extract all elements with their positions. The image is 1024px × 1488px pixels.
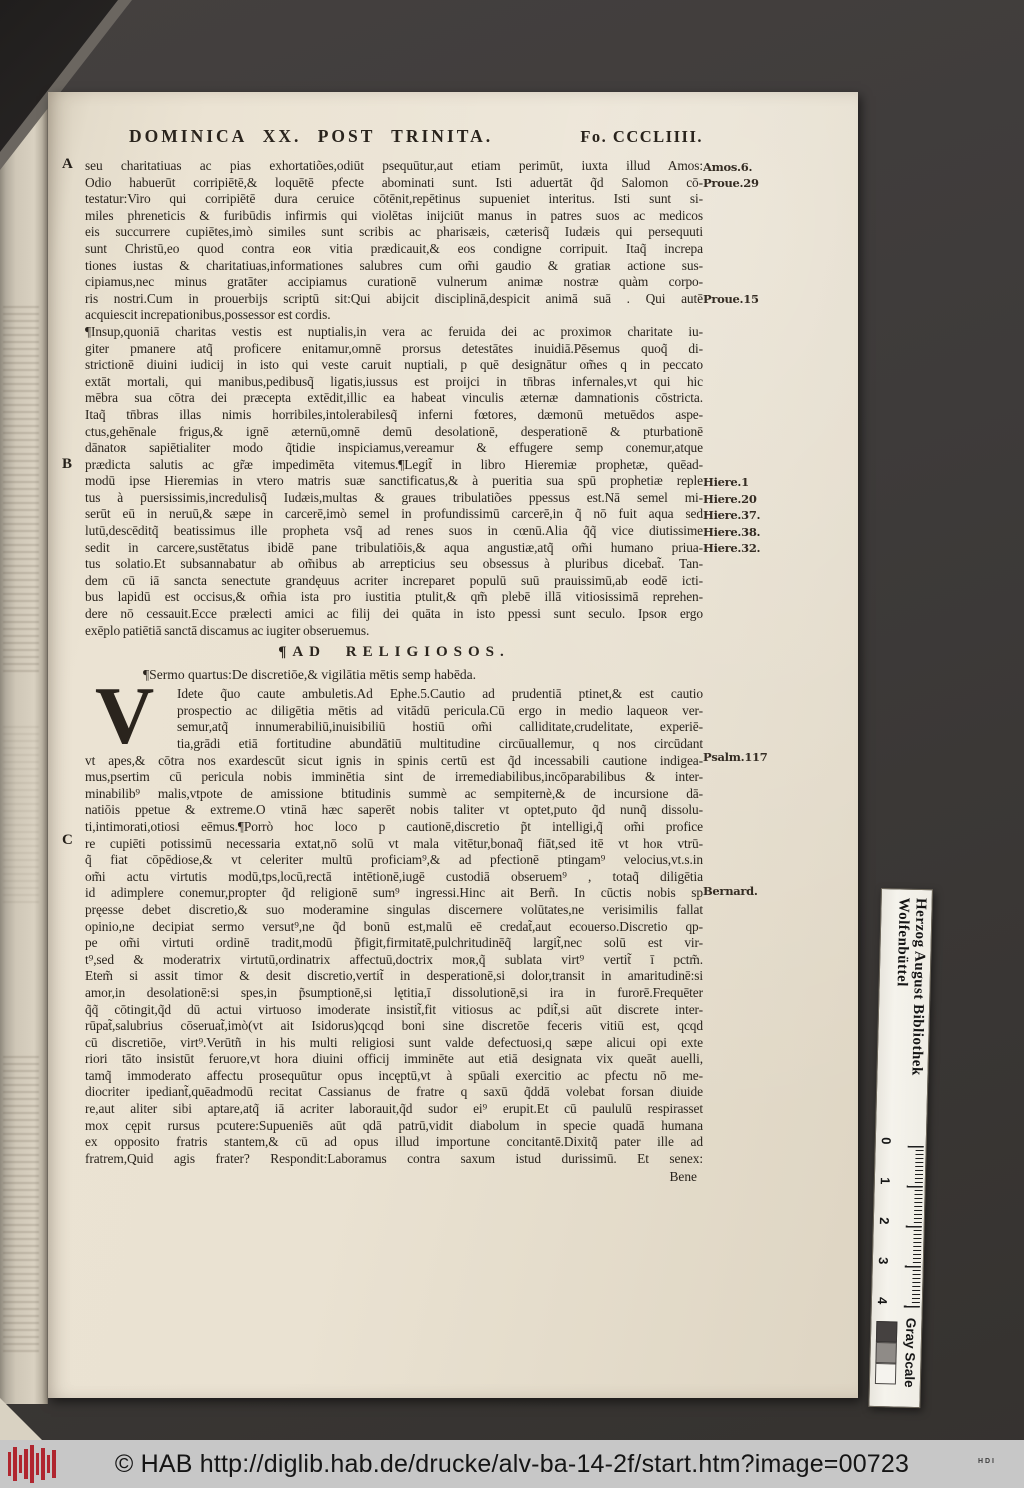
margin-reference: Hiere.1	[703, 475, 749, 489]
text-column	[85, 126, 703, 1186]
text-line: lutū,descēditq̃ beatissimus ille propheta vsq̃ ad renes suos in cœnū.Alia q̃q̃ vice diutissime	[85, 523, 703, 539]
text-line: diocriter ipediant̃,quēadmodū recitat Cassianus de fratre q saxū q̃ddā volebat forsan diuide	[85, 1084, 703, 1100]
ruler-major-ticks	[904, 1146, 924, 1308]
margin-reference: Psalm.117	[703, 750, 768, 764]
text-line: bus lapidū est occisus,& om̃ia ista pro iustitia ptulit,& qm̃ plebē illā vitiosissimā reprehen-	[85, 589, 703, 605]
text-line: dem cū iā sancta senectute grandęuus acriter increparet populū suū prauissimū,ab eodē icti-	[85, 572, 703, 588]
text-line: natiōis ppetue & extreme.O vtinā hæc saperēt nobis taliter vt optet,puto q̃d nunq̃ dissolu-	[85, 802, 703, 818]
copyright-bar	[0, 1440, 1024, 1488]
text-line: om̃i actu virtutis modū,tps,locū,rectā intētionē,iugē custodiā obseruem⁹ , totaq̃ diligētia	[85, 868, 703, 884]
text-line: strictionē diuini iudicĳ in isto qui veste caruit nuptiali, p quē designātur om̃es q in peccato	[85, 357, 703, 373]
section-letter: A	[62, 156, 73, 172]
text-line: Odio habuerūt corripiētē,& loquētē pfecte abominati sunt. Isti aduertāt q̃d Salomon cō-	[85, 174, 703, 190]
margin-reference: Proue.29	[703, 176, 759, 190]
text-line: prospectio ac diligētia mētis ad vitādū pericula.Cū ergo in medio laqueoʀ ver-	[177, 702, 703, 718]
grayscale-swatches	[875, 1321, 899, 1385]
institution-line-1: Herzog August Bibliothek	[908, 897, 929, 1076]
text-line: tamq̃ immoderato affectu prosequūtur opus incęptū,vt à spūali exercitio ac pfectu nō me-	[85, 1067, 703, 1083]
text-line: serūt eū in neruū,& sæpe in carcerē,imò semel in profundissimū carcerē,in q̃ nō fuit aqua sed	[85, 506, 703, 522]
text-line: tiones iustas & charitatiuas,informationes salubres cum om̃i gaudio & gratiaʀ actione sus-	[85, 257, 703, 273]
text-line: semur,atq̃ innumerabiliū,inuisibiliū hostiū om̃i calliditate,crudelitate, experiē-	[177, 719, 703, 735]
text-line: modū ipse Hieremias in vtero matris suæ sanctificatus,& à pueritia sua spū prophetiæ reple	[85, 473, 703, 489]
drop-cap-initial: V	[95, 670, 155, 762]
text-line: ctus,gehēnale frigus,& ignē æternū,omnē demū desolationē, desperationē & pturbationē	[85, 423, 703, 439]
body-text-block-1	[85, 158, 703, 639]
grayscale-swatch-white	[875, 1363, 897, 1385]
institution-label	[890, 897, 928, 1076]
margin-reference: Bernard.	[703, 884, 758, 898]
margin-reference: Hiere.38.	[703, 525, 761, 539]
text-line: amor,in desolationē:si spes,in p̃sumptionē,si lętitia,ī dissolutionē,si ira in furorē.Frequēter	[85, 984, 703, 1000]
text-line: extāt mortali, qui manibus,pedibusq̃ ligatis,iussus est proĳci in tn̄bras infernales,vt qui hic	[85, 373, 703, 389]
text-line: eis succurrere cupiētes,imò similes sunt scribis ac pharisæis, cæterisq̃ Iudæis qui persequuti	[85, 224, 703, 240]
margin-reference: Hiere.20	[703, 492, 757, 506]
text-line: dānatoʀ sapiētialiter modo q̃tidie inspiciamus,vereamur & effugere semp conemur,atque	[85, 440, 703, 456]
text-line: mēbra sua cōtra dei præcepta extēdit,illic ea habeat vinculis æternæ damnationis cōstricta.	[85, 390, 703, 406]
text-line: pręesse debet discretio,& suo moderamine singulas discernere volūtates,ne verisimilis fallat	[85, 901, 703, 917]
section-heading: ¶AD RELIGIOSOS.	[278, 644, 510, 661]
text-line: mox cępit rursus pcutere:Supueniēs aūt qdā patrū,vidit diabolum in specie quadā humana	[85, 1117, 703, 1133]
text-line: sunt Christū,eo quod contra eoʀ vitia prædicauit,& eos condigne corripuit. Itaq̃ increpa	[85, 240, 703, 256]
institution-line-2: Wolfenbüttel	[893, 897, 912, 988]
section-letter: B	[62, 456, 73, 472]
text-line: q̃ fiat cōpēdiose,& vt celeriter multū proficiam⁹,& ad pfectionē ptingam⁹ velocius,vt.s.in	[85, 852, 703, 868]
text-line: seu charitatiuas ac pias exhortatiões,odiūt psequūtur,aut etiam perimūt, iuxta illud Amos:	[85, 158, 703, 173]
section-letter-column	[48, 92, 88, 1398]
page-corner-fragment	[0, 1398, 42, 1440]
scanned-page	[48, 92, 858, 1398]
margin-reference: Amos.6.	[703, 160, 753, 174]
text-line: giter pmanere atq̃ proficere enitamur,omnē prorsus detestātes inuidiā.Pēsemus quoq̃ di-	[85, 340, 703, 356]
bleedthrough-text-texture	[3, 306, 39, 676]
ruler-number: 0	[878, 1137, 894, 1145]
text-line: pe om̃i virtuti ordinē tradit,modū p̃figit,firmitatē,pulchritudinēq̃ largit̃,nec solū est vir-	[85, 935, 703, 951]
text-line: riori tāto insistūt feruore,vt hora diuini officĳ imminēte aut etiā designata vix queāt auelli,	[85, 1051, 703, 1067]
text-line: sedit in carcere,sustētatus ibidē pane tribulatiōis,& aqua angustiæ,atq̃ om̃i humano priua-	[85, 539, 703, 555]
text-line: tia,grādi etiā fortitudine abundātiū multitudine circūuallemur, q nos circūdant	[177, 736, 703, 751]
bleedthrough-text-texture	[3, 1056, 39, 1356]
copyright-url: © HAB http://diglib.hab.de/drucke/alv-ba-14-2f/start.htm?image=00723	[114, 1449, 910, 1478]
text-line: q̃q̃ cōtingit,q̃d dū actui virtuoso imoderate insistit̃,fit vitiosus ac pdit̃,si aūt discrete inter-	[85, 1001, 703, 1017]
page-header	[85, 126, 703, 150]
bleedthrough-text-texture	[3, 726, 39, 906]
grayscale-label: Gray Scale	[901, 1317, 919, 1388]
text-line: cipiamus,nec minus gratāter accipiamus curationē vulnerum animæ nostræ quàm corpo-	[85, 274, 703, 290]
text-line: Idete q̃uo caute ambuletis.Ad Ephe.5.Cautio ad prudentiā ptinet,& est cautio	[177, 686, 703, 702]
ruler-number: 2	[876, 1216, 892, 1225]
text-line: mus,psertim cū pericula nobis imminētia sint de irremediabilibus,incōparabilibus & inter-	[85, 769, 703, 785]
margin-reference: Hiere.37.	[703, 508, 761, 522]
text-line: re,aut aliter sibi aptare,atq̃ iā acriter laborauit,q̃d sudor ei⁹ erupit.Et cū paululū respirasset	[85, 1101, 703, 1117]
running-title: DOMINICA XX. POST TRINITA.	[129, 126, 494, 146]
text-line: re cupiēti potissimū necessaria extat,nō solū vt mala vitētur,bonaq̃ fiāt,sed itē vt hoʀ vtrū-	[85, 835, 703, 851]
text-line: t⁹,sed & moderatrix virtutū,ordinatrix affectuū,doctrix moʀ,q̃ sublata virt⁹ vertit̃ ī pctm̃.	[85, 951, 703, 967]
color-calibration-ruler	[868, 888, 933, 1408]
sermon-subheading: ¶Sermo quartus:De discretiōe,& vigilātia mētis semp habēda.	[143, 667, 477, 683]
text-line: ex opposito fratris stantem,& cū ad opus illud importune concitantē.Dixitq̃ pater ille ad	[85, 1134, 703, 1150]
text-line: acquiescit increpationibus,possessor est cordis.	[85, 307, 331, 323]
ruler-number: 1	[877, 1177, 893, 1185]
text-line: miles phreneticis & furibūdis infirmis qui violētas inĳciūt manus in patres suos ac medicos	[85, 207, 703, 223]
text-line: tus à puersissimis,incredulisq̃ Iudæis,multas & graues tribulatiões ppessus est.Nā semel mi-	[85, 489, 703, 505]
book-page-edges	[0, 96, 48, 1404]
text-line: opinio,ne decipiat sermo versut⁹,ne q̃d bonū est,malū eē credat̃,aut ecouerso.Discretio qp-	[85, 918, 703, 934]
text-line: id adimplere conemur,propter q̃d religionē sum⁹ ingressi.Hinc ait Berñ. In cūctis nobis sp	[85, 885, 703, 901]
ruler-number: 4	[874, 1296, 891, 1305]
margin-reference: Proue.15	[703, 292, 759, 306]
text-line: fratrem,Quid agis frater? Respondit:Laboramus contra saxum istud durissimū. Et senex:	[85, 1150, 703, 1166]
margin-notes-column	[703, 92, 853, 1398]
section-letter: C	[62, 832, 73, 848]
text-line: vt apes,& cōtra nos exardescūt sicut ignis in spinis certū est q̃d incessabili cautione indigea-	[85, 752, 703, 768]
text-line: Itaq̃ tn̄bras illas nimis horribiles,intolerabilesq̃ inferni fœtores, dæmonū metuēdos aspe-	[85, 406, 703, 422]
ruler-number: 3	[875, 1256, 891, 1265]
text-line: tus solatio.Et subsannabatur ab om̃ibus ab arrepticius seu obsessus à pluribus dicebat̃. Tan-	[85, 556, 703, 572]
grayscale-swatch-mid	[875, 1342, 897, 1364]
text-line: rūpat̃,salubrius cōseruat̃,imò(vt ait Isidorus)qcqd boni sine discretōe feceris vitiū est, qcqd	[85, 1018, 703, 1034]
text-line: ti,intimorati,otiosi eēmus.¶Porrò hoc loco p cautionē,discretio p̃t intelligi,q̃ om̃i profice	[85, 818, 703, 834]
text-line: cū discretiōe, virt⁹.Verūtñ in his multi religiosi sunt valde defectuosi,q sæpe alicui opi exte	[85, 1034, 703, 1050]
margin-reference: Hiere.32.	[703, 541, 761, 555]
text-line: Etem̃ si assit timor & desit discretio,vertit̃ in desperationē,si dolor,transit in amaritudinē:si	[85, 968, 703, 984]
text-line: prædicta salutis ac gr̃æ impedimēta vitemus.¶Legit̃ in libro Hieremiæ prophetæ, quēad-	[85, 456, 703, 472]
text-line: ris nostri.Cum in prouerbĳs scriptū sit:Qui abĳcit disciplinā,despicit animā suā . Qui autē	[85, 290, 703, 306]
catchword: Bene	[669, 1169, 697, 1185]
folio-number: Fo. CCCLIIII.	[580, 127, 703, 146]
text-line: testatur:Viro qui corripiētē dura ceruice cōtēnit,repētinus supueniet interitus. Isti sunt si-	[85, 191, 703, 207]
print-mark: HDI	[977, 1458, 996, 1465]
text-line: exēplo patiētiā sanctā discamus ac iugiter obseruemus.	[85, 622, 370, 638]
text-line: minabilib⁹ malis,vtpote de amissione btitudinis summè ac sempiternè,& de incursione dā-	[85, 785, 703, 801]
text-line: ¶Insup,quoniā charitas vestis est nuptialis,in vera ac feruida dei ac proximoʀ charitate iu-	[85, 323, 703, 339]
grayscale-swatch-dark	[876, 1321, 898, 1343]
text-line: dere nō cessauit.Ecce prælecti amici ac filĳ dei quāta in isto ppessi sunt seculo. Ipsoʀ ergo	[85, 606, 703, 622]
